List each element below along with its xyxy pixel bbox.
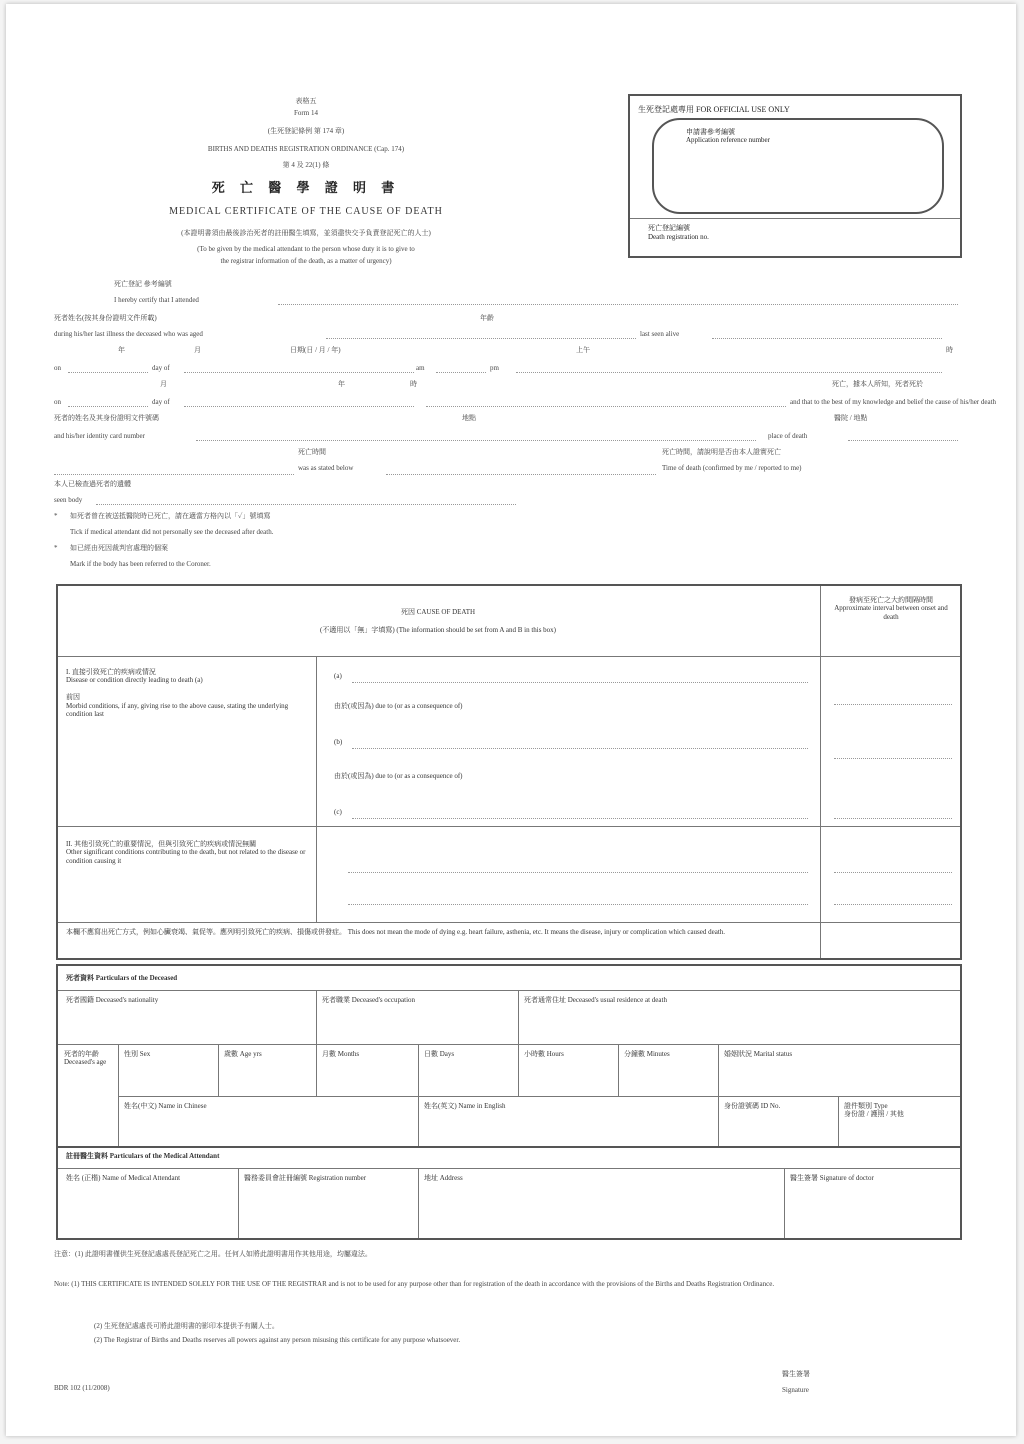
doctor-signature-zh: 醫生簽署: [782, 1370, 810, 1378]
was-line-left[interactable]: [54, 474, 294, 475]
pm-label: pm: [490, 364, 499, 372]
registration-no-label-en: Death registration no.: [648, 233, 709, 242]
row3-c: 日期(日 / 月 / 年): [290, 346, 341, 354]
deceased-en: during his/her last illness the deceased who was aged: [54, 330, 203, 338]
day-of-2: day of: [152, 398, 170, 406]
interval-c[interactable]: [834, 818, 952, 819]
medical-reg-label: 醫務委員會註冊編號 Registration number: [244, 1174, 367, 1182]
medical-signature-label: 醫生簽署 Signature of doctor: [790, 1174, 874, 1182]
row3-a: 年: [118, 346, 125, 354]
note-en-1: (To be given by the medical attendant to the person whose duty it is to give to: [197, 245, 415, 253]
ordinance-zh: (生死登記條例 第 174 章): [267, 127, 345, 135]
official-use-box: [628, 94, 962, 258]
date-on: on: [54, 364, 61, 372]
nationality-label: 死者國籍 Deceased's nationality: [66, 996, 159, 1004]
month-line-2[interactable]: [184, 406, 414, 407]
hospital-zh: 醫院 / 地點: [834, 414, 868, 422]
name-zh-label: 姓名(中文) Name in Chinese: [124, 1102, 207, 1110]
title-zh: 死 亡 醫 學 證 明 書: [211, 180, 401, 195]
title-en: MEDICAL CERTIFICATE OF THE CAUSE OF DEATH: [169, 206, 443, 217]
pm-line[interactable]: [516, 372, 942, 373]
marital-label: 婚姻狀況 Marital status: [724, 1050, 793, 1058]
address-zh: 死者的姓名及其身份證明文件號碼: [54, 414, 159, 422]
address-line[interactable]: [196, 440, 756, 441]
aged-zh: 年齡: [480, 314, 494, 322]
note-zh: (本證明書須由最後診治死者的註冊醫生填寫，並須盡快交予負責登記死亡的人士): [181, 229, 431, 237]
seen-line[interactable]: [96, 504, 516, 505]
interval-a[interactable]: [834, 704, 952, 705]
line-b[interactable]: [352, 748, 808, 749]
form-number-zh: 表格五: [295, 97, 317, 105]
row4-a: 月: [160, 380, 167, 388]
died-zh: 死亡，據本人所知，死者死於: [832, 380, 923, 388]
due-to-1: 由於(或因為) due to (or as a consequence of): [334, 702, 463, 710]
oval-label-zh: 申請書參考編號: [686, 128, 735, 136]
part-2-line-1[interactable]: [348, 872, 808, 873]
id-no-label: 身份證號碼 ID No.: [724, 1102, 781, 1110]
death-time-line[interactable]: [426, 406, 786, 407]
day-line[interactable]: [68, 372, 148, 373]
time-line[interactable]: [436, 372, 486, 373]
bullet-2-mark: *: [54, 544, 58, 552]
note-2-en: (2) The Registrar of Births and Deaths reserves all powers against any person misusing this certificate for any purpose whatsoever.: [94, 1336, 461, 1344]
row3-d: 上午: [576, 346, 590, 354]
minutes-label: 分鐘數 Minutes: [624, 1050, 670, 1058]
ref-zh: 死亡登記 參考編號: [114, 280, 172, 288]
bullet-1-mark: *: [54, 512, 58, 520]
medical-name-label: 姓名 (正楷) Name of Medical Attendant: [66, 1174, 181, 1182]
seen-en: seen body: [54, 496, 83, 504]
ref-en: I hereby certify that I attended: [114, 296, 199, 304]
part-1-label: I. 直接引致死亡的疾病或情況 Disease or condition directly leading to death (a) 前因 Morbid conditions, if any, giving rise to the above cause, stating the underlying condition last: [66, 668, 289, 718]
hospital-en: place of death: [768, 432, 808, 440]
doctor-signature-en: Signature: [782, 1386, 809, 1394]
was-zh: 死亡時間: [298, 448, 326, 456]
line-c[interactable]: [352, 818, 808, 819]
usual-address-label: 死者通常住址 Deceased's usual residence at death: [524, 996, 667, 1004]
deceased-section-title: 死者資料 Particulars of the Deceased: [66, 974, 178, 982]
attended-line[interactable]: [278, 304, 958, 305]
official-use-header: 生死登記處專用 FOR OFFICIAL USE ONLY: [638, 105, 790, 114]
row3-b: 月: [194, 346, 201, 354]
bullet-2-en: Mark if the body has been referred to the Coroner.: [70, 560, 211, 568]
due-to-2: 由於(或因為) due to (or as a consequence of): [334, 772, 463, 780]
doc-type-label: 證件類別 Type 身份證 / 護照 / 其他: [844, 1102, 904, 1119]
place-zh: 地點: [462, 414, 476, 422]
deceased-particulars-table: [56, 964, 962, 1240]
hospital-line[interactable]: [848, 440, 958, 441]
part-2-line-2[interactable]: [348, 904, 808, 905]
medical-section-title: 註冊醫生資料 Particulars of the Medical Attendant: [66, 1152, 220, 1160]
sex-label: 性別 Sex: [124, 1050, 151, 1058]
medical-address-label: 地址 Address: [424, 1174, 463, 1182]
certificate-page: [6, 4, 1016, 1436]
day-line-2[interactable]: [68, 406, 148, 407]
line-b-label: (b): [334, 738, 343, 746]
note-1-zh: 注意：(1) 此證明書僅供生死登記處處長登記死亡之用。任何人如將此證明書用作其他用途，均屬違法。: [54, 1250, 372, 1258]
seen-zh: 本人已檢查過死者的遺體: [54, 480, 131, 488]
day-of: day of: [152, 364, 170, 372]
part-2-label: II. 其他引致死亡的重要情況，但與引致死亡的疾病或情況無關 Other significant conditions contributing to the death, but not related to the disease or condition causing it: [66, 840, 306, 865]
cause-of-death-table: [56, 584, 962, 960]
section-ref: 第 4 及 22(1) 條: [282, 161, 330, 169]
days-label: 日數 Days: [424, 1050, 455, 1058]
note-2-zh: (2) 生死登記處處長可將此證明書的影印本提供予有關人士。: [94, 1322, 279, 1330]
am-label: am: [416, 364, 425, 372]
application-reference-oval[interactable]: [652, 118, 944, 214]
occupation-label: 死者職業 Deceased's occupation: [322, 996, 416, 1004]
registration-no-label-zh: 死亡登記編號: [648, 224, 690, 232]
age-yrs-label: 歲數 Age yrs: [224, 1050, 262, 1058]
interval-d[interactable]: [834, 872, 952, 873]
ordinance-en: BIRTHS AND DEATHS REGISTRATION ORDINANCE (Cap. 174): [207, 145, 405, 153]
last-seen-en: last seen alive: [640, 330, 680, 338]
interval-header: 發病至死亡之大約間隔時間 Approximate interval between onset and death: [834, 596, 948, 621]
bullet-1-zh: 如死者曾在被送抵醫院時已死亡，請在適當方格內以「✓」號填寫: [70, 512, 271, 520]
interval-b[interactable]: [834, 758, 952, 759]
cause-title: 死因 CAUSE OF DEATH: [400, 608, 476, 616]
oval-label-en: Application reference number: [686, 136, 770, 145]
interval-e[interactable]: [834, 904, 952, 905]
bullet-2-zh: 如已經由死因裁判官處理的個案: [70, 544, 168, 552]
cert-zh: 死亡時間，請說明是否由本人證實死亡: [662, 448, 781, 456]
date-on-2: on: [54, 398, 61, 406]
address-en: and his/her identity card number: [54, 432, 145, 440]
was-line-right[interactable]: [386, 474, 656, 475]
note-en-2: the registrar information of the death, as a matter of urgency): [220, 257, 392, 265]
months-label: 月數 Months: [322, 1050, 360, 1058]
cause-subtitle: (不適用以「無」字填寫) (The information should be set from A and B in this box): [319, 626, 557, 634]
form-code: BDR 102 (11/2008): [54, 1384, 110, 1392]
deceased-zh: 死者姓名(按其身份證明文件所載): [54, 314, 157, 322]
aged-line[interactable]: [326, 338, 636, 339]
name-en-label: 姓名(英文) Name in English: [424, 1102, 506, 1110]
row3-e: 時: [946, 346, 953, 354]
row4-c: 時: [410, 380, 417, 388]
hours-label: 小時數 Hours: [524, 1050, 564, 1058]
died-en: and that to the best of my knowledge and belief the cause of his/her death: [790, 398, 997, 406]
month-line[interactable]: [184, 372, 414, 373]
form-number-en: Form 14: [294, 109, 318, 117]
cause-footer: 本欄不應寫出死亡方式，例如心臟衰竭、氣促等。應列明引致死亡的疾病、損傷或併發症。 This does not mean the mode of dying e.g. heart failure, asthenia, etc. It means the disease, injury or complication which caused death.: [66, 928, 726, 936]
side-label: 死者的年齡 Deceased's age: [64, 1050, 107, 1067]
was-en: was as stated below: [298, 464, 354, 472]
line-a-label: (a): [334, 672, 342, 680]
row4-b: 年: [338, 380, 345, 388]
line-a[interactable]: [352, 682, 808, 683]
line-c-label: (c): [334, 808, 342, 816]
bullet-1-en: Tick if medical attendant did not personally see the deceased after death.: [70, 528, 274, 536]
last-seen-line[interactable]: [712, 338, 942, 339]
cert-en: Time of death (confirmed by me / reported to me): [662, 464, 802, 472]
note-1-en: Note: (1) THIS CERTIFICATE IS INTENDED SOLELY FOR THE USE OF THE REGISTRAR and is not to be used for any purpose other than for registration of the death in accordance with the provisions of the Births and Deaths Registration Ordinance.: [54, 1280, 775, 1288]
